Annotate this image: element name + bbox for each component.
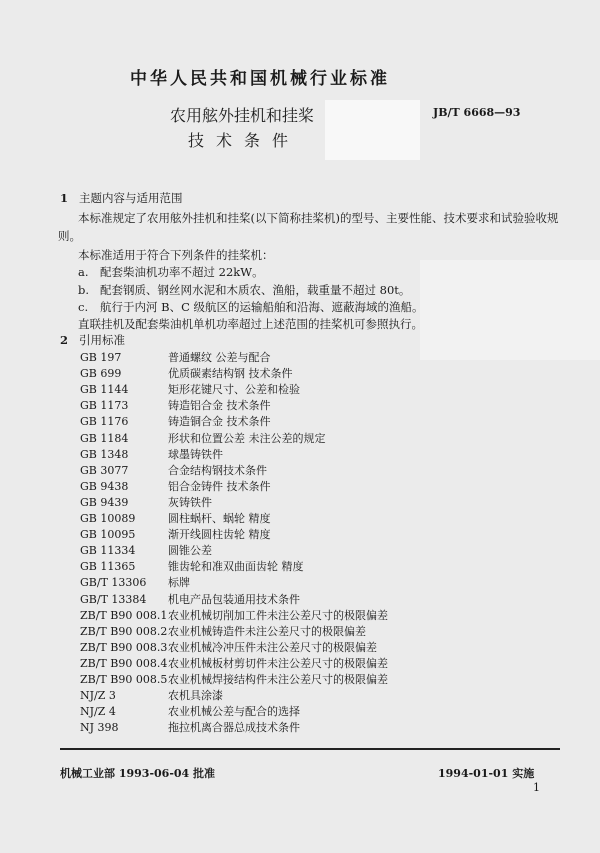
reference-row bbox=[80, 558, 304, 574]
reference-code: ZB/T B90 008.5 bbox=[80, 673, 168, 686]
reference-row bbox=[80, 446, 223, 462]
scan-patch bbox=[325, 100, 420, 160]
reference-title: 渐开线圆柱齿轮 精度 bbox=[168, 528, 271, 542]
document-title: 农用舷外挂机和挂桨 bbox=[170, 106, 315, 125]
document-subtitle: 技术条件 bbox=[188, 131, 301, 150]
reference-row bbox=[80, 655, 388, 671]
reference-title: 普通螺纹 公差与配合 bbox=[168, 351, 271, 364]
reference-code: ZB/T B90 008.1 bbox=[80, 608, 168, 622]
reference-title: 矩形花键尺寸、公差和检验 bbox=[168, 383, 300, 397]
reference-title: 优质碳素结构钢 技术条件 bbox=[168, 367, 293, 381]
paragraph: 本标准适用于符合下列条件的挂桨机： bbox=[78, 248, 274, 262]
reference-code: GB 9438 bbox=[80, 479, 129, 493]
reference-code: NJ/Z 3 bbox=[80, 689, 116, 703]
reference-code: ZB/T B90 008.3 bbox=[80, 640, 168, 654]
reference-code: GB 1348 bbox=[80, 447, 129, 461]
reference-title: 圆柱蜗杆、蜗轮 精度 bbox=[168, 512, 271, 525]
item-label: c. bbox=[78, 300, 89, 314]
reference-title: 农业机械板材剪切件未注公差尺寸的极限偏差 bbox=[168, 656, 388, 670]
section-title: 主题内容与适用范围 bbox=[78, 191, 183, 205]
reference-title: 圆锥公差 bbox=[168, 544, 212, 558]
reference-code: NJ 398 bbox=[80, 721, 119, 735]
reference-row bbox=[80, 349, 271, 365]
reference-title: 灰铸铁件 bbox=[168, 495, 212, 509]
section-1-heading bbox=[60, 190, 182, 206]
paragraph: 本标准规定了农用舷外挂机和挂桨(以下简称挂桨机)的型号、主要性能、技术要求和试验验收规 bbox=[78, 211, 559, 225]
reference-title: 农业机械切削加工件未注公差尺寸的极限偏差 bbox=[168, 608, 388, 622]
reference-row bbox=[80, 671, 388, 687]
standard-number: JB/T 6668—93 bbox=[433, 106, 521, 119]
reference-row bbox=[80, 397, 271, 413]
reference-row bbox=[80, 623, 366, 639]
reference-title: 铝合金铸件 技术条件 bbox=[168, 479, 271, 493]
reference-code: GB 1144 bbox=[80, 383, 129, 397]
reference-title: 农业机械公差与配合的选择 bbox=[168, 705, 300, 719]
section-title: 引用标准 bbox=[78, 333, 125, 347]
reference-row bbox=[80, 542, 212, 558]
reference-code: GB 10095 bbox=[80, 528, 136, 542]
reference-title: 农业机械焊接结构件未注公差尺寸的极限偏差 bbox=[168, 673, 388, 686]
page-number: 1 bbox=[533, 781, 540, 794]
reference-row bbox=[80, 687, 223, 703]
reference-row bbox=[80, 719, 300, 735]
section-number: 1 bbox=[60, 191, 69, 205]
reference-row bbox=[80, 639, 377, 655]
reference-row bbox=[80, 703, 300, 719]
footer-rule bbox=[60, 748, 560, 750]
reference-code: ZB/T B90 008.2 bbox=[80, 624, 168, 638]
issuer-heading: 中华人民共和国机械行业标准 bbox=[130, 69, 390, 89]
reference-title: 铸造铝合金 技术条件 bbox=[168, 399, 271, 413]
item-text: 配套柴油机功率不超过 22kW。 bbox=[100, 265, 264, 279]
approval-text: 机械工业部 1993-06-04 批准 bbox=[60, 767, 216, 780]
effective-date: 1994-01-01 实施 bbox=[438, 767, 535, 780]
reference-title: 农业机械铸造件未注公差尺寸的极限偏差 bbox=[168, 624, 366, 638]
reference-title: 拖拉机离合器总成技术条件 bbox=[168, 721, 300, 735]
paragraph: 直联挂机及配套柴油机单机功率超过上述范围的挂桨机可参照执行。 bbox=[78, 317, 423, 331]
reference-title: 合金结构钢技术条件 bbox=[168, 463, 267, 477]
reference-title: 锥齿轮和准双曲面齿轮 精度 bbox=[168, 560, 304, 574]
reference-code: GB 11334 bbox=[80, 544, 136, 558]
reference-title: 铸造铜合金 技术条件 bbox=[168, 415, 271, 429]
reference-title: 形状和位置公差 未注公差的规定 bbox=[168, 431, 326, 445]
list-item bbox=[78, 264, 264, 280]
reference-title: 机电产品包装通用技术条件 bbox=[168, 592, 300, 606]
reference-row bbox=[80, 381, 300, 397]
reference-code: GB 10089 bbox=[80, 512, 136, 525]
reference-code: GB 197 bbox=[80, 351, 122, 364]
item-label: b. bbox=[78, 283, 90, 297]
reference-row bbox=[80, 607, 388, 623]
reference-row bbox=[80, 478, 271, 494]
reference-row bbox=[80, 510, 271, 526]
scan-patch bbox=[420, 260, 600, 360]
list-item bbox=[78, 299, 424, 315]
reference-code: NJ/Z 4 bbox=[80, 705, 116, 719]
reference-row bbox=[80, 526, 271, 542]
reference-title: 球墨铸铁件 bbox=[168, 447, 223, 461]
reference-code: GB 1184 bbox=[80, 431, 129, 445]
reference-code: GB 699 bbox=[80, 367, 122, 381]
list-item bbox=[78, 282, 410, 298]
reference-row bbox=[80, 574, 190, 590]
paragraph: 则。 bbox=[58, 229, 81, 243]
reference-row bbox=[80, 430, 326, 446]
item-text: 航行于内河 B、C 级航区的运输船舶和沿海、遮蔽海域的渔船。 bbox=[100, 300, 424, 314]
reference-code: ZB/T B90 008.4 bbox=[80, 656, 168, 670]
reference-row bbox=[80, 591, 300, 607]
reference-code: GB 11365 bbox=[80, 560, 136, 574]
reference-code: GB 9439 bbox=[80, 495, 129, 509]
reference-row bbox=[80, 413, 271, 429]
section-2-heading bbox=[60, 332, 125, 348]
reference-title: 标牌 bbox=[168, 576, 190, 590]
reference-row bbox=[80, 462, 267, 478]
reference-code: GB 1173 bbox=[80, 399, 129, 413]
reference-title: 农机具涂漆 bbox=[168, 689, 223, 703]
section-number: 2 bbox=[60, 333, 69, 347]
reference-code: GB 1176 bbox=[80, 415, 129, 429]
item-label: a. bbox=[78, 265, 89, 279]
item-text: 配套钢质、钢丝网水泥和木质农、渔船，载重量不超过 80t。 bbox=[100, 283, 411, 297]
reference-code: GB/T 13306 bbox=[80, 576, 147, 590]
reference-title: 农业机械冷冲压件未注公差尺寸的极限偏差 bbox=[168, 640, 377, 654]
reference-row bbox=[80, 494, 212, 510]
reference-code: GB 3077 bbox=[80, 463, 129, 477]
reference-row bbox=[80, 365, 293, 381]
reference-code: GB/T 13384 bbox=[80, 592, 147, 606]
